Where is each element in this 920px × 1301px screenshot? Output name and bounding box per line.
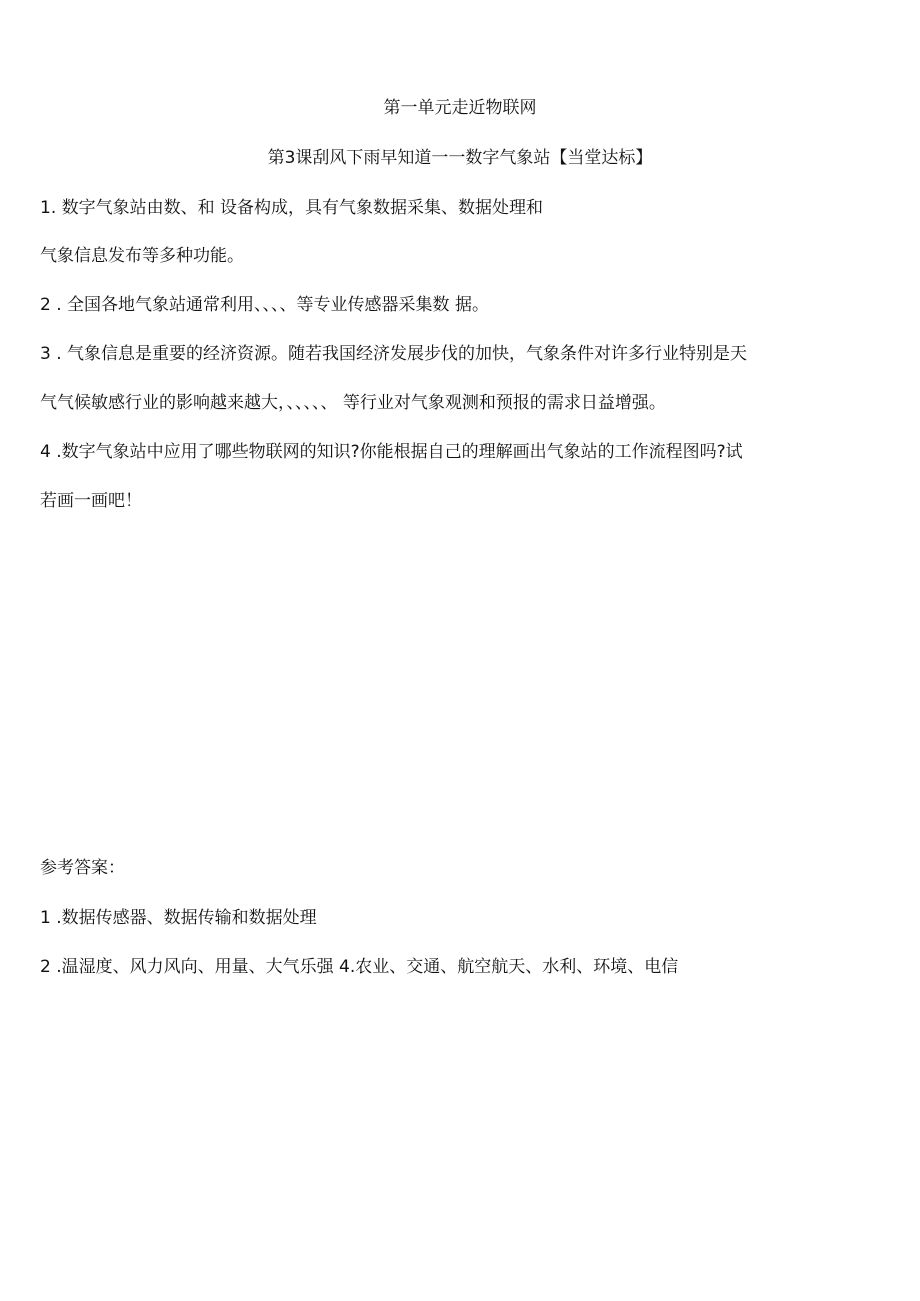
- question-text: .数字气象站中应用了哪些物联网的知识?你能根据自己的理解画出气象站的工作流程图吗?试: [50, 442, 743, 462]
- question-number: 3: [40, 344, 51, 364]
- question-4-line-2: 若画一画吧！: [40, 491, 142, 511]
- question-2-line-1: [40, 293, 489, 317]
- question-text: . 数字气象站由数、和 设备构成，具有气象数据采集、数据处理和: [50, 198, 544, 218]
- question-3-line-1: [40, 342, 747, 366]
- answer-number: 1: [40, 908, 51, 928]
- question-number: 2: [40, 295, 51, 315]
- question-4-line-1: [40, 440, 743, 464]
- question-text: . 气象信息是重要的经济资源。随若我国经济发展步伐的加快，气象条件对许多行业特别是天: [50, 344, 748, 364]
- lesson-title: 第3课刮风下雨早知道一一数字气象站【当堂达标】: [267, 148, 653, 168]
- question-3-line-2: 气气候敏感行业的影响越来越大，、、、、、 等行业对气象观测和预报的需求日益增强。: [40, 393, 666, 413]
- unit-title: 第一单元走近物联网: [383, 98, 537, 118]
- question-text: . 全国各地气象站通常利用、、、、等专业传感器采集数 据。: [50, 295, 489, 315]
- answers-heading: 参考答案：: [40, 858, 125, 878]
- question-number: 4: [40, 442, 51, 462]
- question-number: 1: [40, 198, 51, 218]
- question-1-line-2: 气象信息发布等多种功能。: [40, 246, 244, 266]
- answer-text: .温湿度、风力风向、用量、大气乐强 4.农业、交通、航空航天、水利、环境、电信: [50, 957, 679, 977]
- answer-number: 2: [40, 957, 51, 977]
- answer-text: .数据传感器、数据传输和数据处理: [50, 908, 317, 928]
- answer-2: [40, 955, 678, 979]
- question-1-line-1: [40, 196, 543, 220]
- answer-1: [40, 906, 317, 930]
